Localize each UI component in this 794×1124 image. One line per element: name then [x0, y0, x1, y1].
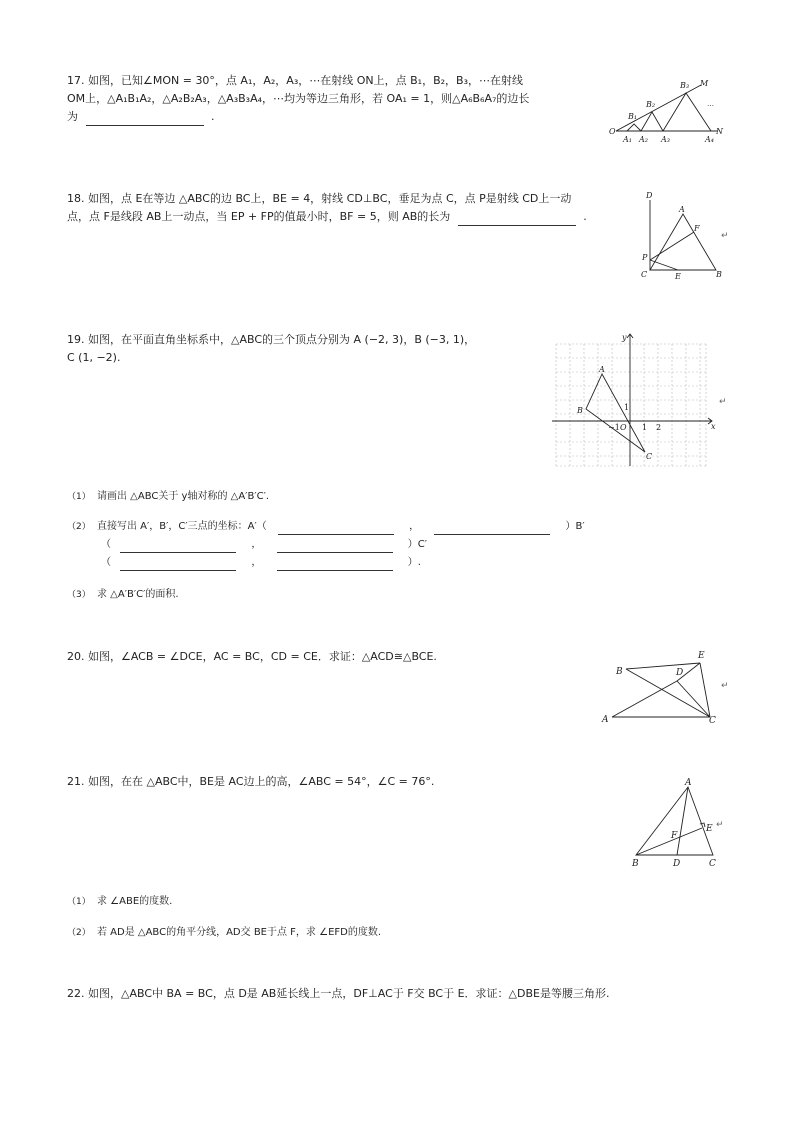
q18-line1: 18. 如图，点 E在等边 △ABC的边 BC上，BE = 4，射线 CD⊥BC，垂足为点 C，点 P是射线 CD上一动 — [67, 192, 572, 205]
q19-sub3 — [67, 587, 179, 603]
q22-line1: 22. 如图，△ABC中 BA = BC，点 D是 AB延长线上一点，DF⊥AC于 F交 BC于 E．求证：△DBE是等腰三角形. — [67, 987, 610, 1000]
tick-y-1: 1 — [624, 403, 630, 412]
q17-prefix: 为 — [67, 110, 78, 123]
q19-line1: 19. 如图，在平面直角坐标系中，△ABC的三个顶点分别为 A (−2, 3)，B (−3, 1)， — [67, 333, 476, 346]
sub-number: （2） — [67, 928, 91, 938]
label-F: F — [671, 831, 678, 841]
question-21 — [67, 773, 434, 791]
close-paren: ）B′ — [565, 521, 585, 532]
label-A: A — [679, 205, 685, 214]
label-E: E — [706, 824, 713, 834]
q17-suffix: . — [211, 110, 215, 123]
q21-sub1 — [67, 894, 172, 910]
q17-line1: 17. 如图，已知∠MON = 30°，点 A₁，A₂，A₃，⋯在射线 ON上，点 B₁，B₂，B₃，⋯在射线 — [67, 74, 523, 87]
sub-number: （1） — [67, 897, 91, 907]
label-M: M — [700, 79, 709, 88]
label-C: C — [709, 716, 716, 726]
sub-text: 直接写出 A′，B′，C′三点的坐标：A′（ — [97, 521, 267, 532]
tick-x-2: 2 — [656, 423, 662, 432]
B-prime-y-blank[interactable] — [277, 540, 393, 553]
label-A1: A₁ — [623, 135, 632, 144]
q19-figure — [550, 330, 720, 470]
q18-suffix: . — [583, 210, 587, 223]
label-A: A — [602, 715, 609, 725]
label-B: B — [616, 667, 623, 677]
label-B2: B₂ — [646, 100, 656, 109]
q21-sub2 — [67, 925, 381, 941]
q17-line2: OM上，△A₁B₁A₂，△A₂B₂A₃，△A₃B₃A₄，⋯均为等边三角形，若 OA₁ = 1，则△A₆B₆A₇的边长 — [67, 92, 530, 105]
question-17 — [67, 72, 529, 126]
label-A3: A₃ — [661, 135, 670, 144]
tick-x-neg1: −1 — [608, 423, 620, 432]
label-N: N — [716, 127, 723, 136]
question-18 — [67, 190, 587, 226]
q20-figure — [596, 645, 726, 730]
q20-line1: 20. 如图，∠ACB = ∠DCE，AC = BC，CD = CE．求证：△ACD≅△BCE. — [67, 650, 437, 663]
label-F: F — [694, 224, 700, 233]
label-A: A — [599, 365, 605, 374]
label-D: D — [673, 859, 681, 869]
sub-text: 若 AD是 △ABC的角平分线，AD交 BE于点 F，求 ∠EFD的度数. — [97, 927, 382, 938]
axis-label-x: x — [711, 422, 716, 431]
q17-answer-blank[interactable] — [86, 113, 204, 126]
label-C: C — [641, 270, 648, 279]
open-paren: （ — [101, 539, 111, 550]
close-paren: ）C′ — [407, 539, 428, 550]
close-paren: ）. — [407, 557, 421, 568]
q17-line3 — [67, 108, 529, 126]
sub-number: （3） — [67, 590, 91, 600]
label-B3: B₃ — [680, 81, 690, 90]
label-A4: A₄ — [705, 135, 714, 144]
q18-answer-blank[interactable] — [458, 213, 576, 226]
origin-label: O — [620, 423, 627, 432]
q21-line1: 21. 如图，在在 △ABC中，BE是 AC边上的高，∠ABC = 54°，∠C = 76°. — [67, 775, 435, 788]
comma: ， — [409, 521, 420, 532]
label-A2: A₂ — [639, 135, 648, 144]
sub-number: （2） — [67, 522, 91, 532]
sub-text: 求 △A′B′C′的面积. — [97, 589, 179, 600]
sub-text: 求 ∠ABE的度数. — [97, 896, 173, 907]
label-O: O — [609, 127, 616, 136]
label-B: B — [577, 406, 583, 415]
return-mark: ↵ — [719, 397, 727, 407]
q18-figure — [636, 190, 726, 282]
tick-x-1: 1 — [642, 423, 648, 432]
comma: ， — [251, 539, 262, 550]
A-prime-y-blank[interactable] — [434, 522, 550, 535]
B-prime-x-blank[interactable] — [120, 540, 236, 553]
q17-figure — [606, 74, 726, 146]
label-A: A — [685, 778, 692, 788]
q19-line2: C (1, −2). — [67, 351, 121, 364]
question-19 — [67, 331, 475, 367]
C-prime-y-blank[interactable] — [277, 558, 393, 571]
q19-sub2 — [67, 519, 585, 571]
A-prime-x-blank[interactable] — [278, 522, 394, 535]
svg-text:⋯: ⋯ — [707, 102, 714, 110]
sub-number: （1） — [67, 492, 91, 502]
label-D: D — [646, 191, 653, 200]
open-paren: （ — [101, 557, 111, 568]
comma: ， — [251, 557, 262, 568]
q18-prefix: 点，点 F是线段 AB上一动点，当 EP + FP的值最小时，BF = 5，则 AB的长为 — [67, 210, 451, 223]
label-E: E — [675, 272, 681, 281]
axis-label-y: y — [622, 333, 627, 342]
label-D: D — [676, 668, 684, 678]
return-mark: ↵ — [716, 820, 724, 830]
label-B: B — [716, 270, 722, 279]
label-B: B — [632, 859, 639, 869]
label-B1: B₁ — [628, 112, 638, 121]
C-prime-x-blank[interactable] — [120, 558, 236, 571]
q19-sub1 — [67, 489, 269, 505]
question-22 — [67, 985, 609, 1003]
return-mark: ↵ — [721, 231, 729, 241]
label-E: E — [698, 651, 705, 661]
question-20 — [67, 648, 437, 666]
q18-line2 — [67, 208, 587, 226]
sub-text: 请画出 △ABC关于 y轴对称的 △A′B′C′. — [97, 491, 270, 502]
q21-figure — [624, 775, 724, 871]
label-C: C — [709, 859, 716, 869]
label-P: P — [642, 253, 648, 262]
label-C: C — [646, 452, 653, 461]
return-mark: ↵ — [721, 681, 729, 691]
